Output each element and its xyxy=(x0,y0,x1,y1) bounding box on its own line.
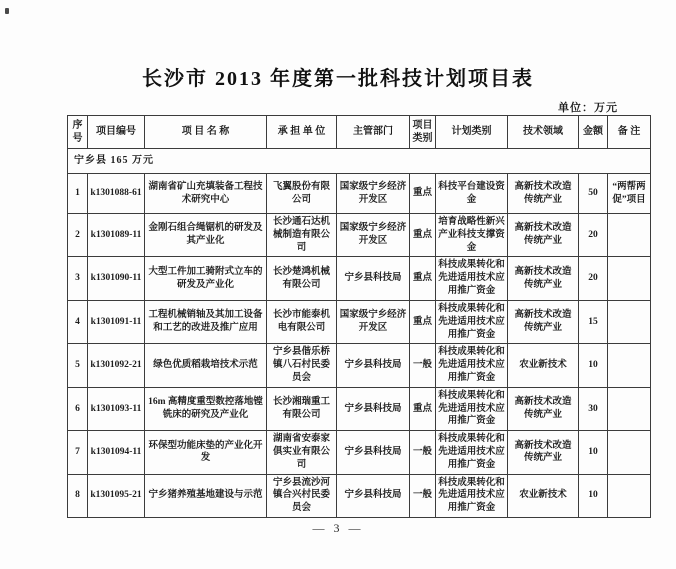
cell-no: 3 xyxy=(68,257,88,300)
cell-note xyxy=(608,257,651,300)
cell-plan: 科技平台建设资金 xyxy=(436,174,508,214)
cell-note xyxy=(608,300,651,343)
header-name: 项 目 名 称 xyxy=(145,116,267,149)
cell-cat: 一般 xyxy=(410,474,436,517)
cell-cat: 一般 xyxy=(410,344,436,387)
cell-name: 宁乡猪养殖基地建设与示范 xyxy=(145,474,267,517)
table-row xyxy=(68,431,651,474)
cell-code: k1301093-11 xyxy=(88,387,145,430)
table-header xyxy=(68,116,651,149)
cell-no: 5 xyxy=(68,344,88,387)
cell-unit: 宁乡县偕乐桥镇八石村民委员会 xyxy=(267,344,337,387)
cell-dept: 国家级宁乡经济开发区 xyxy=(337,300,410,343)
cell-no: 8 xyxy=(68,474,88,517)
cell-unit: 长沙湘瑞重工有限公司 xyxy=(267,387,337,430)
cell-amount: 50 xyxy=(579,174,608,214)
header-amount: 金额 xyxy=(579,116,608,149)
cell-unit: 长沙通石达机械制造有限公司 xyxy=(267,214,337,257)
cell-code: k1301092-21 xyxy=(88,344,145,387)
cell-name: 金刚石组合绳锯机的研发及其产业化 xyxy=(145,214,267,257)
cell-note xyxy=(608,387,651,430)
cell-cat: 重点 xyxy=(410,257,436,300)
cell-dept: 国家级宁乡经济开发区 xyxy=(337,174,410,214)
header-note: 备 注 xyxy=(608,116,651,149)
cell-plan: 培育战略性新兴产业科技支撑资金 xyxy=(436,214,508,257)
cell-note xyxy=(608,431,651,474)
cell-code: k1301094-11 xyxy=(88,431,145,474)
cell-amount: 10 xyxy=(579,431,608,474)
table-body xyxy=(68,149,651,518)
cell-note xyxy=(608,214,651,257)
projects-table xyxy=(67,115,651,518)
cell-cat: 重点 xyxy=(410,300,436,343)
cell-unit: 长沙楚鸿机械有限公司 xyxy=(267,257,337,300)
table-row xyxy=(68,300,651,343)
cell-unit: 飞翼股份有限公司 xyxy=(267,174,337,214)
cell-field: 高新技术改造传统产业 xyxy=(508,174,579,214)
cell-field: 高新技术改造传统产业 xyxy=(508,300,579,343)
cell-field: 高新技术改造传统产业 xyxy=(508,431,579,474)
cell-unit: 宁乡县流沙河镇合兴村民委员会 xyxy=(267,474,337,517)
cell-code: k1301091-11 xyxy=(88,300,145,343)
cell-field: 高新技术改造传统产业 xyxy=(508,387,579,430)
table-row xyxy=(68,174,651,214)
cell-dept: 宁乡县科技局 xyxy=(337,431,410,474)
header-no: 序号 xyxy=(68,116,88,149)
cell-no: 6 xyxy=(68,387,88,430)
cell-name: 绿色优质稻栽培技术示范 xyxy=(145,344,267,387)
unit-note: 单位：万元 xyxy=(558,102,618,114)
cell-dept: 宁乡县科技局 xyxy=(337,257,410,300)
cell-plan: 科技成果转化和先进适用技术应用推广资金 xyxy=(436,344,508,387)
cell-amount: 15 xyxy=(579,300,608,343)
cell-dept: 国家级宁乡经济开发区 xyxy=(337,214,410,257)
cell-name: 大型工件加工骑附式立车的研发及产业化 xyxy=(145,257,267,300)
cell-dept: 宁乡县科技局 xyxy=(337,387,410,430)
page-title: 长沙市 2013 年度第一批科技计划项目表 xyxy=(142,68,534,90)
cell-cat: 重点 xyxy=(410,387,436,430)
cell-amount: 20 xyxy=(579,257,608,300)
cell-name: 湖南省矿山充填装备工程技术研究中心 xyxy=(145,174,267,214)
cell-no: 1 xyxy=(68,174,88,214)
cell-amount: 30 xyxy=(579,387,608,430)
header-dept: 主管部门 xyxy=(337,116,410,149)
cell-cat: 重点 xyxy=(410,174,436,214)
cell-plan: 科技成果转化和先进适用技术应用推广资金 xyxy=(436,300,508,343)
cell-cat: 重点 xyxy=(410,214,436,257)
cell-code: k1301088-61 xyxy=(88,174,145,214)
cell-note xyxy=(608,474,651,517)
cell-plan: 科技成果转化和先进适用技术应用推广资金 xyxy=(436,431,508,474)
cell-plan: 科技成果转化和先进适用技术应用推广资金 xyxy=(436,257,508,300)
cell-note xyxy=(608,344,651,387)
cell-plan: 科技成果转化和先进适用技术应用推广资金 xyxy=(436,474,508,517)
table-row xyxy=(68,387,651,430)
page-number: — 3 — xyxy=(312,521,364,535)
cell-code: k1301095-21 xyxy=(88,474,145,517)
cell-cat: 一般 xyxy=(410,431,436,474)
cell-no: 2 xyxy=(68,214,88,257)
table-row xyxy=(68,344,651,387)
cell-field: 高新技术改造传统产业 xyxy=(508,214,579,257)
header-cat: 项目类别 xyxy=(410,116,436,149)
group-row xyxy=(68,149,651,174)
cell-unit: 长沙市能泰机电有限公司 xyxy=(267,300,337,343)
cell-field: 农业新技术 xyxy=(508,474,579,517)
cell-code: k1301090-11 xyxy=(88,257,145,300)
cell-name: 环保型功能床垫的产业化开发 xyxy=(145,431,267,474)
cell-code: k1301089-11 xyxy=(88,214,145,257)
scan-artifact-speck xyxy=(5,8,9,14)
cell-field: 高新技术改造传统产业 xyxy=(508,257,579,300)
cell-dept: 宁乡县科技局 xyxy=(337,474,410,517)
cell-amount: 20 xyxy=(579,214,608,257)
header-field: 技术领域 xyxy=(508,116,579,149)
cell-name: 工程机械销轴及其加工设备和工艺的改进及推广应用 xyxy=(145,300,267,343)
table-header-row xyxy=(68,116,651,149)
table-row xyxy=(68,257,651,300)
cell-plan: 科技成果转化和先进适用技术应用推广资金 xyxy=(436,387,508,430)
cell-no: 4 xyxy=(68,300,88,343)
header-code: 项目编号 xyxy=(88,116,145,149)
cell-amount: 10 xyxy=(579,474,608,517)
cell-name: 16m 高精度重型数控落地镗铣床的研究及产业化 xyxy=(145,387,267,430)
cell-no: 7 xyxy=(68,431,88,474)
cell-dept: 宁乡县科技局 xyxy=(337,344,410,387)
group-row-label: 宁乡县 165 万元 xyxy=(68,149,651,174)
table-row xyxy=(68,474,651,517)
header-plan: 计划类别 xyxy=(436,116,508,149)
cell-note: “两帮两促”项目 xyxy=(608,174,651,214)
header-unit: 承 担 单 位 xyxy=(267,116,337,149)
cell-field: 农业新技术 xyxy=(508,344,579,387)
cell-unit: 湖南省安泰家俱实业有限公司 xyxy=(267,431,337,474)
table-row xyxy=(68,214,651,257)
cell-amount: 10 xyxy=(579,344,608,387)
